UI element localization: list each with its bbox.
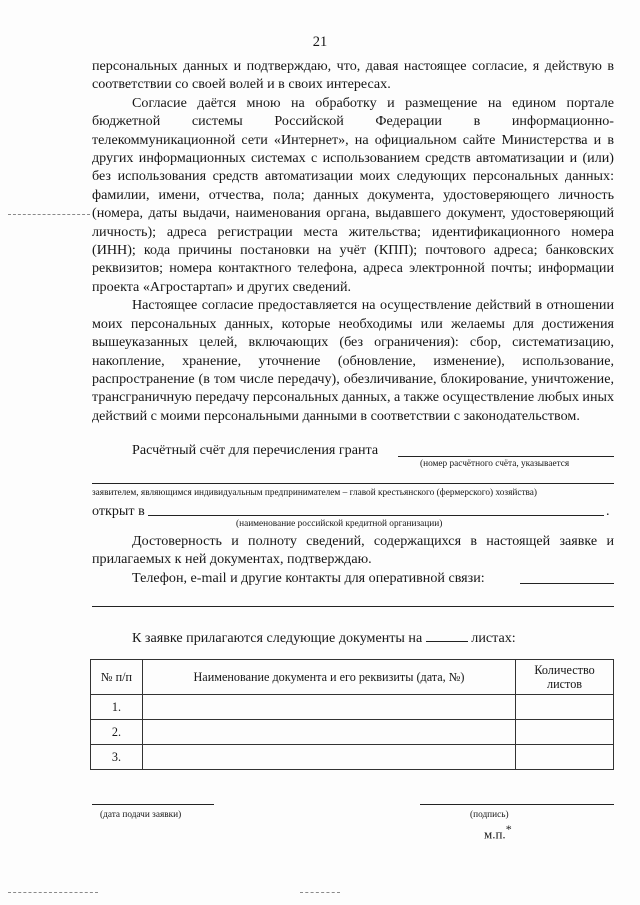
account-number-field-cont[interactable] bbox=[92, 483, 614, 484]
account-hint-2: заявителем, являющимся индивидуальным предпринимателем – главой крестьянского (фермерского) хозяйства) bbox=[92, 488, 538, 498]
row-number: 2. bbox=[91, 720, 143, 745]
confirm-block bbox=[92, 532, 614, 569]
col-number-header: № п/п bbox=[91, 660, 143, 695]
row-number: 1. bbox=[91, 695, 143, 720]
document-name-cell[interactable] bbox=[142, 720, 515, 745]
contacts-label: Телефон, e-mail и другие контакты для оперативной связи: bbox=[132, 570, 485, 586]
table-header-row bbox=[91, 660, 614, 695]
attach-prefix: К заявке прилагаются следующие документы на bbox=[132, 630, 423, 646]
table-row bbox=[91, 695, 614, 720]
col-sheets-header: Количество листов bbox=[516, 660, 614, 695]
paragraph-continuation: персональных данных и подтверждаю, что, давая настоящее согласие, я действую в соответствии со своей волей и в своих интересах. bbox=[92, 58, 614, 93]
bank-end-dot: . bbox=[606, 503, 610, 519]
sheet-count-field[interactable] bbox=[426, 627, 468, 642]
account-number-field[interactable] bbox=[398, 456, 614, 457]
margin-mark bbox=[300, 892, 340, 893]
date-field[interactable] bbox=[92, 804, 214, 805]
signature-field[interactable] bbox=[420, 804, 614, 805]
sheets-cell[interactable] bbox=[516, 745, 614, 770]
contacts-field-cont[interactable] bbox=[92, 606, 614, 607]
stamp-footnote-star: * bbox=[505, 822, 512, 836]
bank-hint: (наименование российской кредитной организации) bbox=[236, 519, 443, 529]
account-hint-1: (номер расчётного счёта, указывается bbox=[420, 459, 570, 469]
page-number: 21 bbox=[312, 34, 328, 50]
row-number: 3. bbox=[91, 745, 143, 770]
documents-table bbox=[90, 659, 614, 770]
date-hint: (дата подачи заявки) bbox=[100, 810, 182, 820]
paragraph-consent-actions: Настоящее согласие предоставляется на осуществление действий в отношении моих персональных данных, которые необходимы или желаемы для достижения вышеуказанных целей, включающих (без ограничения): сбор, систематизацию, накопление, хранение, уточнение (обновление, изменение), использование, распространение (в том числе передачу), обезличивание, блокирование, уничтожение, трансграничную передачу персональных данных, а также осуществление любых иных действий с моими персональными данными в соответствии с законодательством. bbox=[92, 297, 614, 424]
document-name-cell[interactable] bbox=[142, 745, 515, 770]
account-label: Расчётный счёт для перечисления гранта bbox=[132, 442, 379, 458]
bank-label: открыт в bbox=[92, 503, 145, 519]
margin-mark bbox=[8, 892, 98, 893]
table-row bbox=[91, 720, 614, 745]
margin-mark bbox=[8, 214, 90, 215]
consent-text bbox=[92, 57, 614, 425]
contacts-field[interactable] bbox=[520, 583, 614, 584]
signature-hint: (подпись) bbox=[470, 810, 509, 820]
bank-name-field[interactable] bbox=[148, 515, 604, 516]
confirm-text: Достоверность и полноту сведений, содержащихся в настоящей заявке и прилагаемых к ней документах, подтверждаю. bbox=[92, 533, 614, 568]
stamp-text: м.п. bbox=[484, 826, 506, 842]
stamp-label bbox=[484, 820, 512, 843]
sheets-cell[interactable] bbox=[516, 695, 614, 720]
document-name-cell[interactable] bbox=[142, 695, 515, 720]
table-row bbox=[91, 745, 614, 770]
paragraph-consent-scope: Согласие даётся мною на обработку и размещение на едином портале бюджетной системы Российской Федерации в информационно-телекоммуникационной сети «Интернет», на официальном сайте Министерства и в других информационных системах с использованием средств автоматизации и (или) без использования средств автоматизации моих следующих персональных данных: фамилии, имени, отчества, пола; данных документа, удостоверяющего личность (номера, даты выдачи, наименования органа, выдавшего документ, удостоверяющий личность); адреса регистрации места жительства; идентификационного номера (ИНН); кода причины постановки на учёт (КПП); почтового адреса; банковских реквизитов; номера контактного телефона, адреса электронной почты; информации проекта «Агростартап» и других сведений. bbox=[92, 94, 614, 295]
attach-suffix: листах: bbox=[471, 630, 516, 646]
sheets-cell[interactable] bbox=[516, 720, 614, 745]
attach-line bbox=[132, 627, 516, 647]
col-name-header: Наименование документа и его реквизиты (дата, №) bbox=[142, 660, 515, 695]
